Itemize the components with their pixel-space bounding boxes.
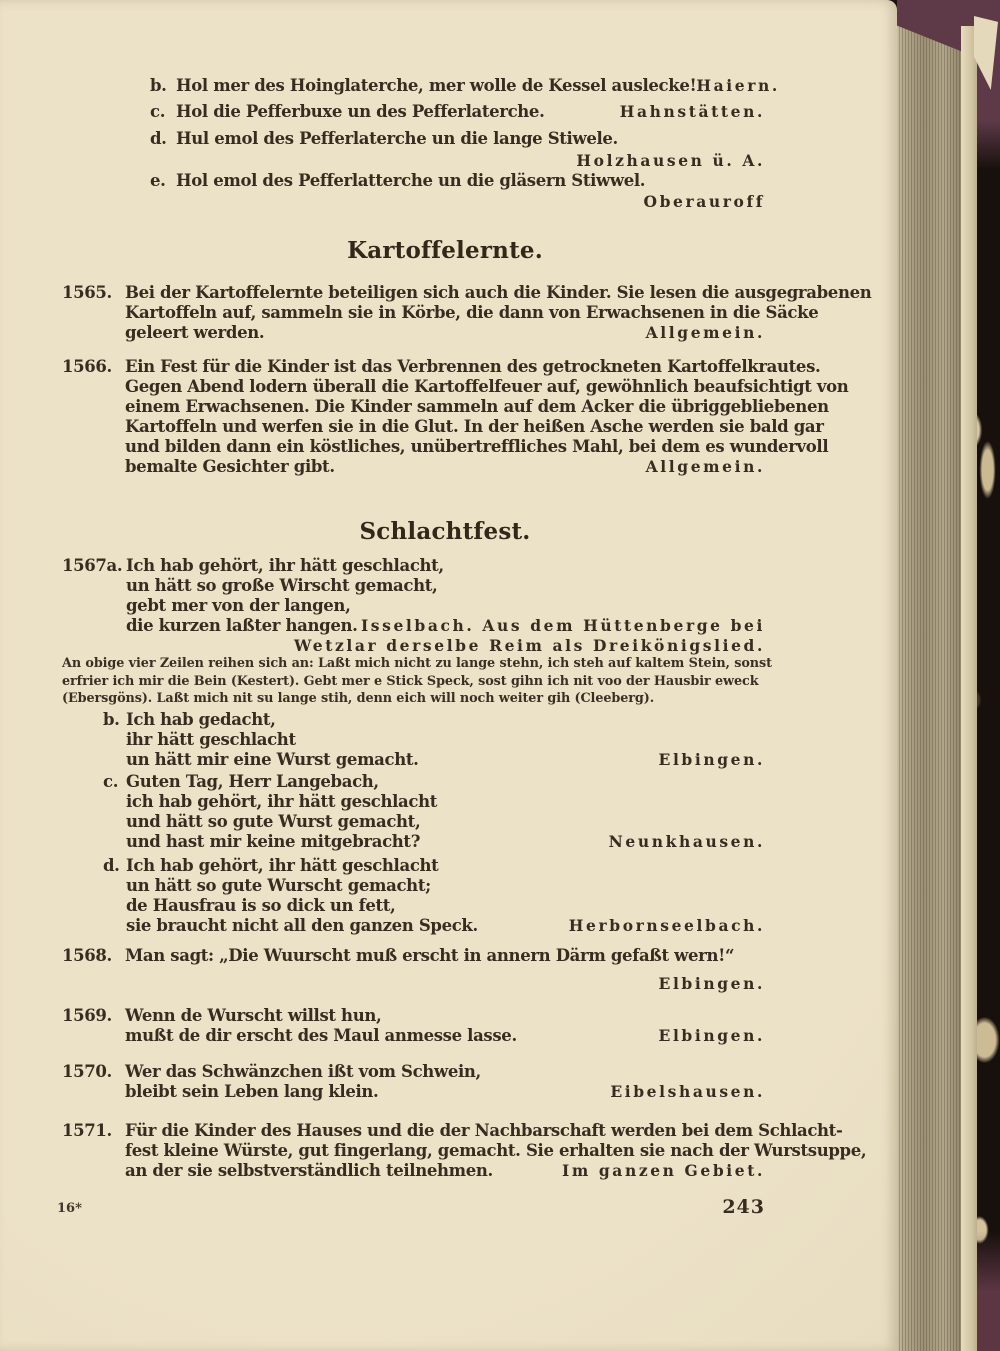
place-attribution: Herbornseelbach. [568,916,765,935]
item-letter: c. [103,772,119,791]
entry-line: Kartoffeln auf, sammeln sie in Körbe, die dann von Erwachsenen in die Säcke [125,303,819,322]
place-attribution-line: Oberauroff [643,192,765,211]
verse-line: und hätt so gute Wurst gemacht, [126,812,421,831]
place-attribution-line: Holzhausen ü. A. [576,151,765,170]
verse-line: Ich hab gehört, ihr hätt geschlacht [126,856,439,875]
entry-1566 [125,357,849,477]
section-heading-kartoffelernte: Kartoffelernte. [347,237,543,264]
footnote [62,655,772,708]
entry-number: 1566. [62,357,112,376]
entry-line: Gegen Abend lodern überall die Kartoffelfeuer auf, gewöhnlich beaufsichtigt von [125,377,849,396]
entry-line: einem Erwachsenen. Die Kinder sammeln auf dem Acker die übriggebliebenen [125,397,829,416]
entry-line: bleibt sein Leben lang klein. Eibelshausen. [125,1082,765,1101]
verse-line: un hätt so große Wirscht gemacht, [126,576,438,595]
entry-d [126,856,765,936]
verse-line: ich hab gehört, ihr hätt geschlacht [126,792,437,811]
verse-line: Guten Tag, Herr Langebach, [126,772,379,791]
list-item [150,102,765,122]
entry-line: Bei der Kartoffelernte beteiligen sich auch die Kinder. Sie lesen die ausgegrabenen [125,283,872,302]
place-attribution: Im ganzen Gebiet. [562,1161,765,1180]
entry-1568 [125,946,765,994]
footnote-line: (Ebersgöns). Laßt mich nit su lange stih, denn eich will noch weiter gih (Cleeberg). [62,691,655,706]
place-attribution: Neunkhausen. [608,832,765,851]
place-attribution-line: Elbingen. [658,974,765,993]
entry-line: Man sagt: „Die Wuurscht muß erscht in annern Därm gefaßt wern!“ [125,946,735,965]
signature-mark: 16* [57,1201,82,1216]
verse-line: un hätt so gute Wurscht gemacht; [126,876,431,895]
verse-line: die kurzen laßter hangen. Isselbach. Aus dem Hüttenberge bei [126,616,765,635]
place-attribution: Elbingen. [658,750,765,769]
cover-board-edge [961,26,977,1351]
place-attribution: Hahnstätten. [619,102,765,121]
verse-line: ihr hätt geschlacht [126,730,296,749]
list-item [150,76,780,96]
item-text: Hol emol des Pefferlatterche un die gläsern Stiwwel. [176,171,646,190]
place-attribution: Isselbach. Aus dem Hüttenberge bei [360,616,765,635]
entry-line: Für die Kinder des Hauses und die der Nachbarschaft werden bei dem Schlacht- [125,1121,843,1140]
place-attribution: Allgemein. [645,323,765,342]
entry-number: 1565. [62,283,112,302]
entry-line: mußt de dir erscht des Maul anmesse lasse. Elbingen. [125,1026,765,1045]
list-item [150,171,765,191]
place-attribution: Eibelshausen. [610,1082,765,1101]
entry-1569 [125,1006,765,1046]
entry-c [126,772,765,852]
entry-1567a [126,556,765,656]
item-letter: e. [150,171,166,190]
entry-1571 [125,1121,867,1181]
entry-number: 1570. [62,1062,112,1081]
footnote-line: erfrier ich mir die Bein (Kestert). Gebt mer e Stick Speck, sost gihn ich nit voo der Hausbir eweck [62,673,759,689]
item-letter: d. [103,856,120,875]
verse-line: sie braucht nicht all den ganzen Speck. Herbornseelbach. [126,916,765,935]
entry-b [126,710,765,770]
entry-number: 1567a. [62,556,123,575]
item-letter: c. [150,102,166,121]
verse-line: und hast mir keine mitgebracht? Neunkhausen. [126,832,765,851]
attribution-continuation: Wetzlar derselbe Reim als Dreikönigslied. [293,636,765,655]
entry-line: Ein Fest für die Kinder ist das Verbrennen des getrockneten Kartoffelkrautes. [125,357,821,376]
place-attribution: Allgemein. [645,457,765,476]
entry-line: an der sie selbstverständlich teilnehmen. Im ganzen Gebiet. [125,1161,765,1180]
place-attribution: Haiern. [696,76,780,95]
entry-line: Wer das Schwänzchen ißt vom Schwein, [125,1062,481,1081]
entry-number: 1568. [62,946,112,965]
entry-number: 1571. [62,1121,112,1140]
list-item [150,129,765,149]
page-number: 243 [722,1196,765,1218]
item-text: Hol die Pefferbuxe un des Pefferlaterche. [176,102,545,121]
entry-line: und bilden dann ein köstliches, unübertreffliches Mahl, bei dem es wundervoll [125,437,829,456]
item-text: Hul emol des Pefferlaterche un die lange Stiwele. [176,129,618,148]
entry-line: fest kleine Würste, gut fingerlang, gemacht. Sie erhalten sie nach der Wurstsuppe, [125,1141,867,1160]
page-edge-stack [893,18,963,1351]
verse-line: Ich hab gehört, ihr hätt geschlacht, [126,556,444,575]
footnote-line: An obige vier Zeilen reihen sich an: Laßt mich nicht zu lange stehn, ich steh auf kaltem Stein, sonst [62,656,772,671]
entry-line: bemalte Gesichter gibt. Allgemein. [125,457,765,476]
verse-line: gebt mer von der langen, [126,596,351,615]
verse-line: de Hausfrau is so dick un fett, [126,896,396,915]
entry-line: Wenn de Wurscht willst hun, [125,1006,382,1025]
entry-line: Kartoffeln und werfen sie in die Glut. In der heißen Asche werden sie bald gar [125,417,824,436]
entry-1570 [125,1062,765,1102]
entry-number: 1569. [62,1006,112,1025]
place-attribution: Elbingen. [658,1026,765,1045]
item-text: Hol mer des Hoinglaterche, mer wolle de Kessel auslecke! [176,76,697,95]
item-letter: b. [150,76,167,95]
verse-line: Ich hab gedacht, [126,710,276,729]
item-letter: d. [150,129,167,148]
item-letter: b. [103,710,120,729]
verse-line: un hätt mir eine Wurst gemacht. Elbingen. [126,750,765,769]
entry-1565 [125,283,872,343]
section-heading-schlachtfest: Schlachtfest. [359,518,531,545]
entry-line: geleert werden. Allgemein. [125,323,765,342]
